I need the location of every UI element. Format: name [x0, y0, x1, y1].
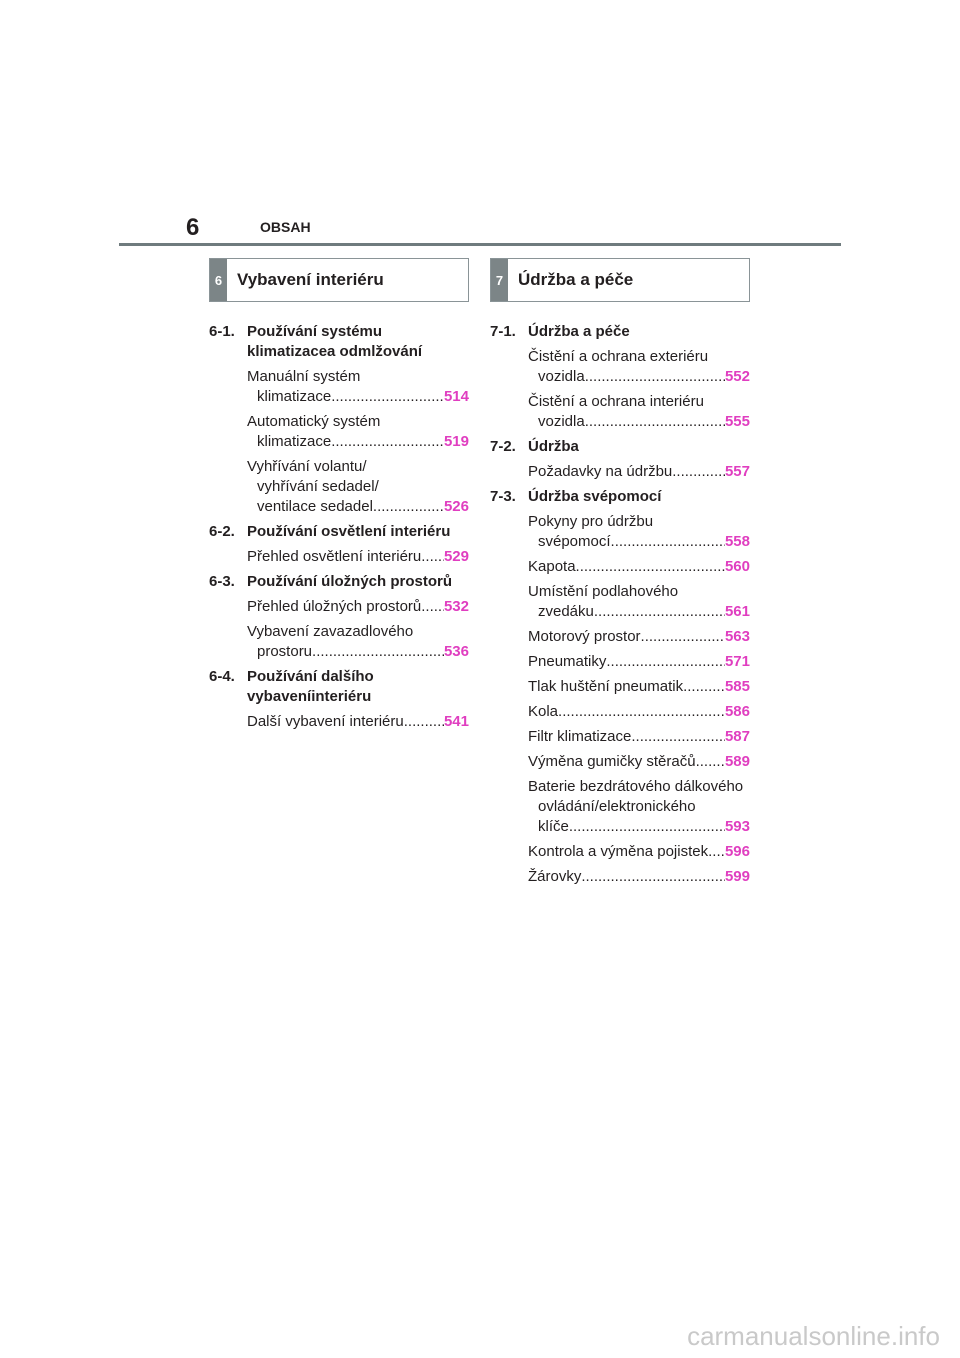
page-link[interactable]: 552: [724, 368, 750, 385]
page-link[interactable]: 519: [443, 433, 469, 450]
entry-text-line: Čistění a ochrana interiéru: [528, 393, 704, 410]
page-link[interactable]: 593: [724, 818, 750, 835]
dot-leader: [631, 727, 725, 747]
watermark: carmanualsonline.info: [687, 1321, 940, 1351]
section-number: 6-4.: [209, 668, 235, 685]
toc-entry[interactable]: [490, 582, 750, 622]
entry-text-line: Filtr klimatizace: [528, 728, 632, 745]
section-number: 7-1.: [490, 323, 516, 340]
page-link[interactable]: 596: [724, 843, 750, 860]
entry-text-line: prostoru: [257, 643, 313, 660]
page-link[interactable]: 557: [724, 463, 750, 480]
dot-leader: [558, 702, 725, 722]
section-number: 6-2.: [209, 523, 235, 540]
page-link[interactable]: 532: [443, 598, 469, 615]
toc-entry[interactable]: [490, 557, 750, 577]
dot-leader: [585, 412, 725, 432]
entry-text-line: Kola: [528, 703, 559, 720]
toc-section-heading: [490, 487, 750, 507]
entry-text-line: Vyhřívání volantu/: [247, 458, 367, 475]
page-link[interactable]: 586: [724, 703, 750, 720]
page-link[interactable]: 541: [443, 713, 469, 730]
dot-leader: [421, 597, 444, 617]
section-title-line: Údržba a péče: [528, 323, 630, 340]
toc-entry[interactable]: [490, 512, 750, 552]
entry-last-line: [528, 412, 750, 432]
page-link[interactable]: 585: [724, 678, 750, 695]
toc-entry[interactable]: [209, 412, 469, 452]
page-title: OBSAH: [260, 219, 311, 235]
dot-leader: [312, 642, 444, 662]
entry-text-line: Kontrola a výměna pojistek: [528, 843, 709, 860]
dot-leader: [594, 602, 725, 622]
toc-section-heading: [209, 667, 469, 707]
entry-text-line: vozidla: [538, 368, 585, 385]
entry-last-line: [528, 367, 750, 387]
dot-leader: [373, 497, 444, 517]
chapter-header: [209, 258, 469, 302]
toc-section-heading: [209, 322, 469, 362]
entry-last-line: [247, 387, 469, 407]
entry-text-line: Tlak huštění pneumatik: [528, 678, 684, 695]
entry-last-line: [528, 557, 750, 577]
entry-last-line: [247, 597, 469, 617]
entry-last-line: [247, 497, 469, 517]
entry-last-line: [247, 642, 469, 662]
toc-entry[interactable]: [490, 842, 750, 862]
toc-section-heading: [490, 322, 750, 342]
toc-entry[interactable]: [490, 752, 750, 772]
page-link[interactable]: 561: [724, 603, 750, 620]
entry-text-line: klimatizace: [257, 433, 332, 450]
entry-last-line: [247, 547, 469, 567]
dot-leader: [672, 462, 725, 482]
section-title-line: Používání dalšího vybavení: [247, 668, 374, 705]
page-link[interactable]: 555: [724, 413, 750, 430]
entry-text-line: Pneumatiky: [528, 653, 607, 670]
dot-leader: [581, 867, 725, 887]
section-title-line: Používání úložných prostorů: [247, 573, 453, 590]
entry-last-line: [528, 652, 750, 672]
entry-text-line: Žárovky: [528, 868, 582, 885]
entry-last-line: [528, 702, 750, 722]
entry-last-line: [528, 462, 750, 482]
toc-entry[interactable]: [490, 347, 750, 387]
page-link[interactable]: 536: [443, 643, 469, 660]
toc-entry[interactable]: [209, 597, 469, 617]
dot-leader: [421, 547, 444, 567]
dot-leader: [404, 712, 444, 732]
section-title-line: a odmlžování: [327, 343, 423, 360]
entry-text-line: Další vybavení interiéru: [247, 713, 404, 730]
section-title-line: interiéru: [311, 688, 372, 705]
toc-entry[interactable]: [209, 457, 469, 517]
toc-column-right: [490, 258, 750, 892]
entry-text-line: klimatizace: [257, 388, 332, 405]
entry-text-line: Kapota: [528, 558, 576, 575]
chapter-title: Údržba a péče: [518, 270, 634, 289]
dot-leader: [708, 842, 725, 862]
toc-entry[interactable]: [490, 777, 750, 837]
entry-text-line: vyhřívání sedadel/: [257, 478, 379, 495]
entry-text-line: Přehled úložných prostorů: [247, 598, 422, 615]
chapter-header: [490, 258, 750, 302]
entry-last-line: [528, 602, 750, 622]
chapter-number-tab: 6: [210, 259, 227, 301]
entry-last-line: [528, 842, 750, 862]
page-link[interactable]: 529: [443, 548, 469, 565]
entry-text-line: klíče: [538, 818, 569, 835]
toc-entry[interactable]: [490, 727, 750, 747]
dot-leader: [696, 752, 725, 772]
page-link[interactable]: 599: [724, 868, 750, 885]
entry-last-line: [528, 817, 750, 837]
entry-text-line: ovládání/elektronického: [538, 798, 696, 815]
entry-last-line: [247, 432, 469, 452]
page-link[interactable]: 558: [724, 533, 750, 550]
dot-leader: [331, 432, 444, 452]
toc-entry[interactable]: [490, 462, 750, 482]
page-link[interactable]: 526: [443, 498, 469, 515]
entry-text-line: svépomocí: [538, 533, 611, 550]
page-link[interactable]: 587: [724, 728, 750, 745]
entry-last-line: [528, 677, 750, 697]
entry-last-line: [528, 532, 750, 552]
entry-text-line: Umístění podlahového: [528, 583, 679, 600]
toc-entry[interactable]: [490, 867, 750, 887]
entry-text-line: zvedáku: [538, 603, 594, 620]
section-number: 6-3.: [209, 573, 235, 590]
entry-last-line: [528, 627, 750, 647]
toc-section-heading: [209, 572, 469, 592]
page-link[interactable]: 563: [724, 628, 750, 645]
section-number: 7-3.: [490, 488, 516, 505]
dot-leader: [585, 367, 725, 387]
chapter-number-tab: 7: [491, 259, 508, 301]
toc-entry[interactable]: [490, 652, 750, 672]
toc-entry[interactable]: [209, 367, 469, 407]
entry-text-line: Manuální systém: [247, 368, 361, 385]
dot-leader: [606, 652, 725, 672]
entry-text-line: ventilace sedadel: [257, 498, 373, 515]
section-number: 6-1.: [209, 323, 235, 340]
toc-section-heading: [209, 522, 469, 542]
toc-column-left: [209, 258, 469, 737]
entry-text-line: Přehled osvětlení interiéru: [247, 548, 422, 565]
page-link[interactable]: 514: [443, 388, 469, 405]
entry-text-line: Automatický systém: [247, 413, 381, 430]
header-rule: [119, 243, 841, 246]
entry-last-line: [528, 867, 750, 887]
entry-text-line: Vybavení zavazadlového: [247, 623, 414, 640]
section-number: 7-2.: [490, 438, 516, 455]
toc-entry[interactable]: [490, 627, 750, 647]
toc-entry[interactable]: [490, 702, 750, 722]
page-link[interactable]: 560: [724, 558, 750, 575]
entry-text-line: Motorový prostor: [528, 628, 641, 645]
entry-last-line: [247, 712, 469, 732]
dot-leader: [331, 387, 444, 407]
entry-text-line: Pokyny pro údržbu: [528, 513, 654, 530]
entry-text-line: vozidla: [538, 413, 585, 430]
toc-list: [209, 322, 469, 732]
dot-leader: [611, 532, 725, 552]
page-number: 6: [186, 214, 200, 241]
toc-entry[interactable]: [209, 547, 469, 567]
toc-entry[interactable]: [209, 622, 469, 662]
entry-last-line: [528, 752, 750, 772]
page-header: [0, 0, 960, 250]
entry-text-line: Baterie bezdrátového dálkového: [528, 778, 744, 795]
dot-leader: [641, 627, 725, 647]
toc-entry[interactable]: [209, 712, 469, 732]
section-title-line: Údržba: [528, 438, 579, 455]
page-link[interactable]: 589: [724, 753, 750, 770]
section-title-line: Používání systému klimatizace: [247, 323, 383, 360]
toc-entry[interactable]: [490, 392, 750, 432]
toc-section-heading: [490, 437, 750, 457]
entry-text-line: Požadavky na údržbu: [528, 463, 673, 480]
dot-leader: [569, 817, 725, 837]
entry-text-line: Výměna gumičky stěračů: [528, 753, 696, 770]
entry-text-line: Čistění a ochrana exteriéru: [528, 348, 709, 365]
toc-list: [490, 322, 750, 887]
toc-entry[interactable]: [490, 677, 750, 697]
section-title-line: Údržba svépomocí: [528, 488, 662, 505]
entry-last-line: [528, 727, 750, 747]
chapter-title: Vybavení interiéru: [237, 270, 384, 289]
page-link[interactable]: 571: [724, 653, 750, 670]
dot-leader: [576, 557, 725, 577]
section-title-line: Používání osvětlení interiéru: [247, 523, 451, 540]
dot-leader: [683, 677, 725, 697]
